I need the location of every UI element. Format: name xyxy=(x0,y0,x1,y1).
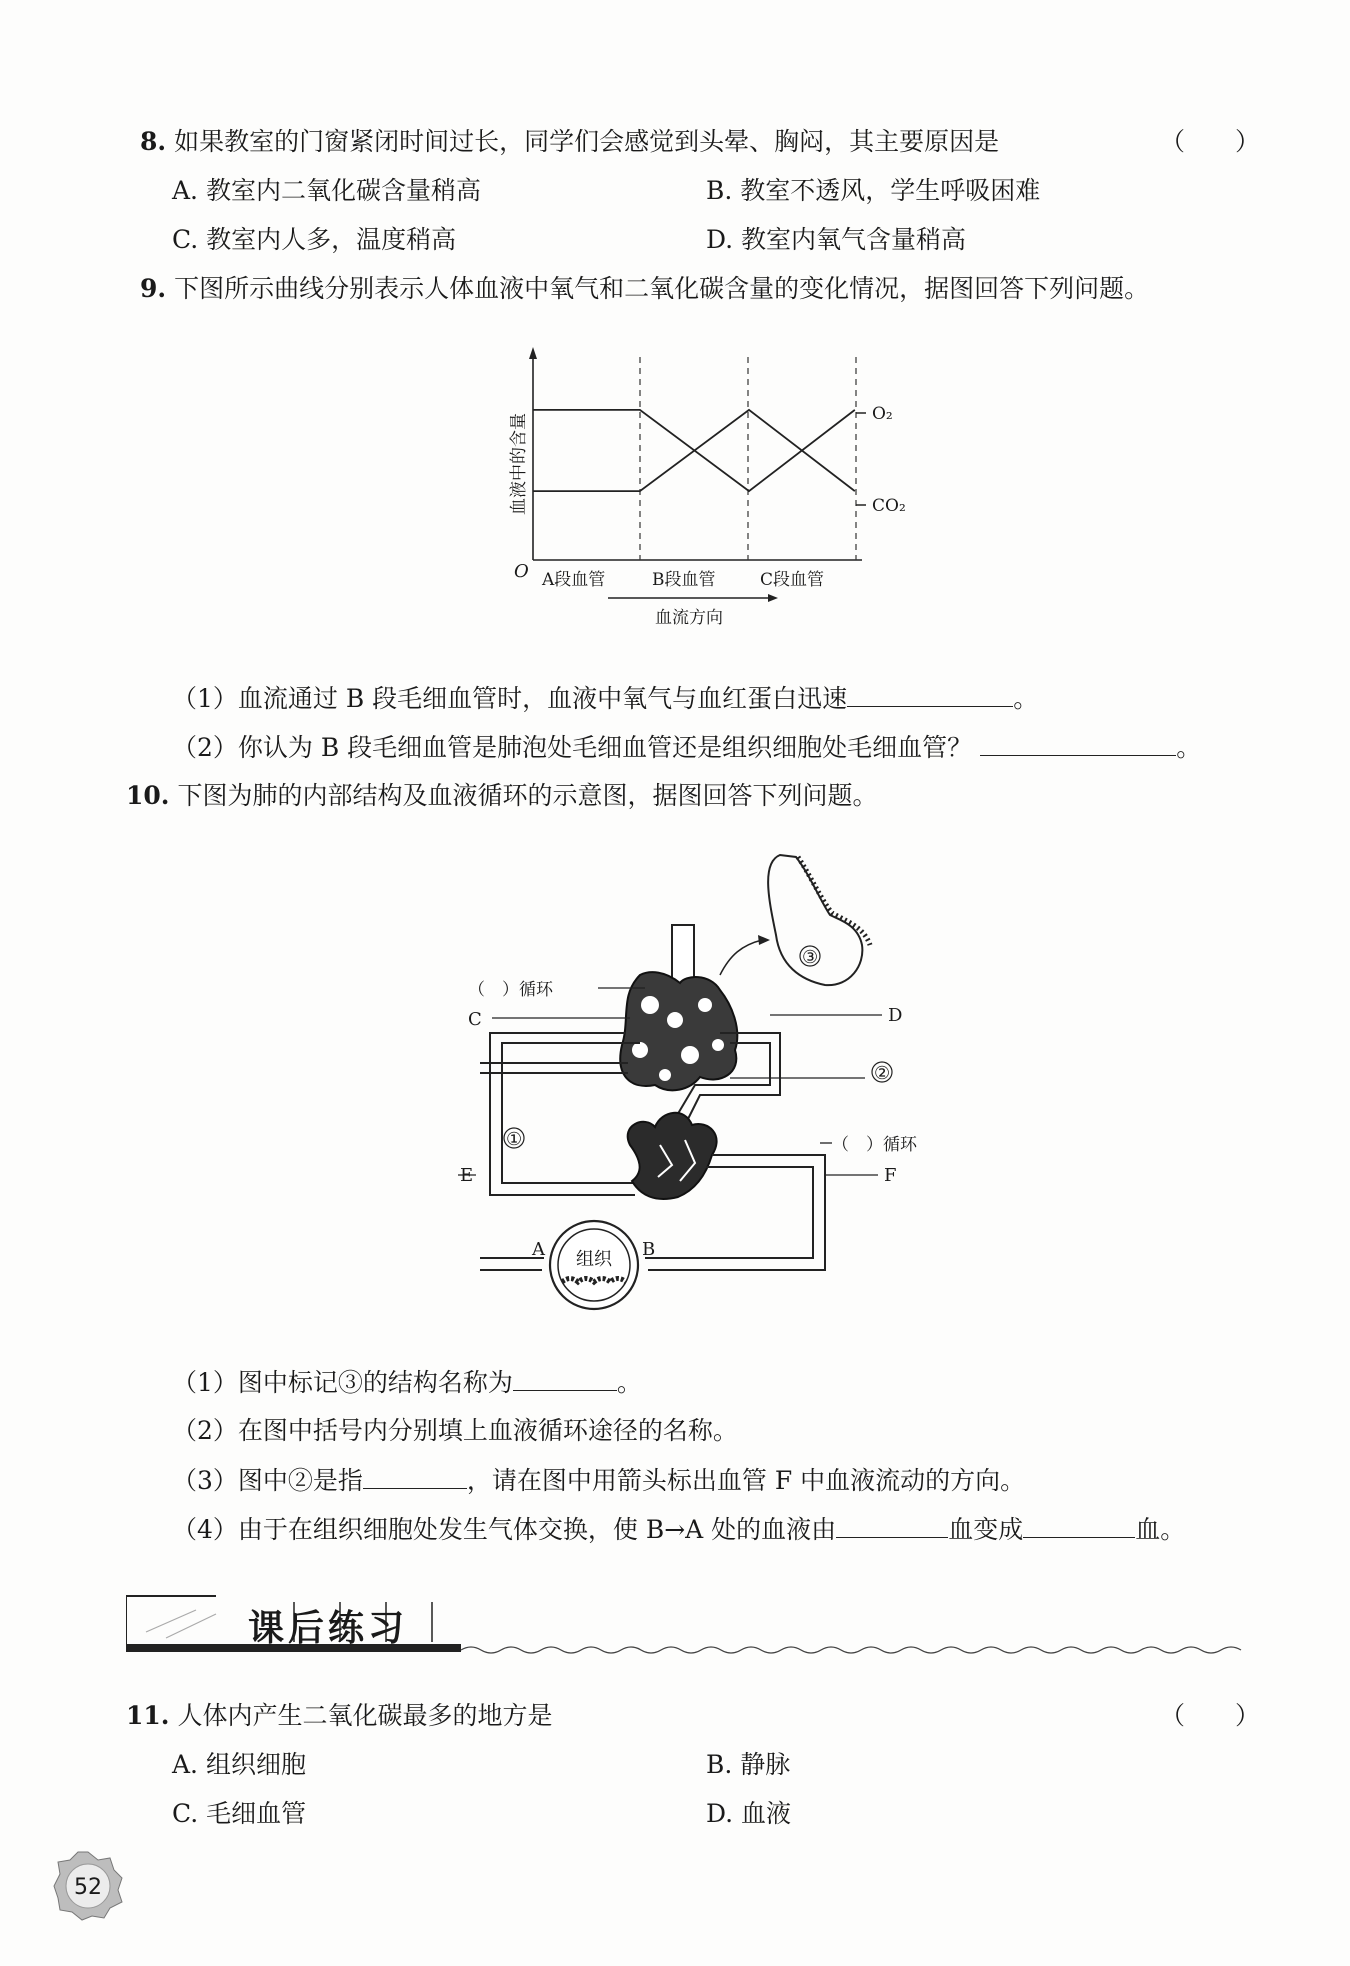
q9-sub1-blank[interactable] xyxy=(847,682,1013,707)
q9-sub1: （1）血流通过 B 段毛细血管时，血液中氧气与血红蛋白迅速 。 xyxy=(172,684,1039,713)
section-title: 课后练习 xyxy=(248,1608,409,1649)
label-circ-right: （ ）循环 xyxy=(832,1135,917,1155)
q10-sub1: （1）图中标记③的结构名称为 。 xyxy=(172,1368,642,1397)
category-c: C段血管 xyxy=(760,570,825,590)
series-line-co2 xyxy=(533,410,855,491)
origin-label: O xyxy=(514,561,529,582)
label-F: F xyxy=(884,1165,897,1186)
q10-sub4-blank-1[interactable] xyxy=(836,1513,948,1538)
x-axis-label: 血流方向 xyxy=(655,608,723,628)
q10-sub4-blank-2[interactable] xyxy=(1023,1513,1135,1538)
q11-stem: 11. 人体内产生二氧化碳最多的地方是 xyxy=(126,1701,553,1730)
q10-sub3-blank[interactable] xyxy=(363,1464,467,1489)
circulation-labels xyxy=(460,845,950,1325)
label-E: E xyxy=(460,1165,474,1186)
q10-sub3: （3）图中②是指 ，请在图中用箭头标出血管 F 中血液流动的方向。 xyxy=(172,1466,1026,1495)
q11-option-d: D. 血液 xyxy=(706,1799,792,1828)
q10-stem: 10. 下图为肺的内部结构及血液循环的示意图，据图回答下列问题。 xyxy=(126,781,878,810)
legend-co2: CO₂ xyxy=(872,496,906,516)
q8-option-c: C. 教室内人多，温度稍高 xyxy=(172,225,457,254)
y-axis-arrow xyxy=(529,347,537,359)
blood-gas-chart xyxy=(500,345,930,645)
q11-option-a: A. 组织细胞 xyxy=(172,1750,306,1779)
y-axis-label: 血液中的含量 xyxy=(509,413,529,515)
legend-o2: O₂ xyxy=(872,404,893,424)
category-a: A段血管 xyxy=(542,570,606,590)
page-number: 52 xyxy=(74,1875,102,1900)
label-2: ② xyxy=(874,1063,891,1084)
q8-option-d: D. 教室内氧气含量稍高 xyxy=(706,225,967,254)
category-b: B段血管 xyxy=(652,570,716,590)
q11-option-c: C. 毛细血管 xyxy=(172,1799,307,1828)
label-circ-left: （ ）循环 xyxy=(468,980,553,1000)
label-1: ① xyxy=(506,1129,523,1150)
q9-sub2: （2）你认为 B 段毛细血管是肺泡处毛细血管还是组织细胞处毛细血管？ 。 xyxy=(172,733,1202,762)
label-B: B xyxy=(642,1239,656,1260)
label-tissue: 组织 xyxy=(576,1249,612,1270)
q8-option-a: A. 教室内二氧化碳含量稍高 xyxy=(172,176,481,205)
q8-stem: 8. 如果教室的门窗紧闭时间过长，同学们会感觉到头晕、胸闷，其主要原因是 xyxy=(140,127,1000,156)
q8-option-b: B. 教室不透风，学生呼吸困难 xyxy=(706,176,1041,205)
q9-sub2-blank[interactable] xyxy=(980,731,1176,756)
page-number-badge xyxy=(52,1850,124,1922)
q10-sub2: （2）在图中括号内分别填上血液循环途径的名称。 xyxy=(172,1416,738,1445)
q11-option-b: B. 静脉 xyxy=(706,1750,791,1779)
label-D: D xyxy=(888,1005,903,1026)
label-3: ③ xyxy=(802,947,819,968)
label-A: A xyxy=(532,1239,545,1260)
label-C: C xyxy=(468,1009,482,1030)
q10-sub1-blank[interactable] xyxy=(513,1366,617,1391)
q11-answer-paren: （ ） xyxy=(1160,1701,1261,1730)
q10-sub4: （4）由于在组织细胞处发生气体交换，使 B→A 处的血液由 血变成 血。 xyxy=(172,1515,1186,1544)
q9-stem: 9. 下图所示曲线分别表示人体血液中氧气和二氧化碳含量的变化情况，据图回答下列问题。 xyxy=(140,274,1150,303)
flow-arrow-head xyxy=(768,594,778,602)
q8-answer-paren: （ ） xyxy=(1160,127,1261,156)
